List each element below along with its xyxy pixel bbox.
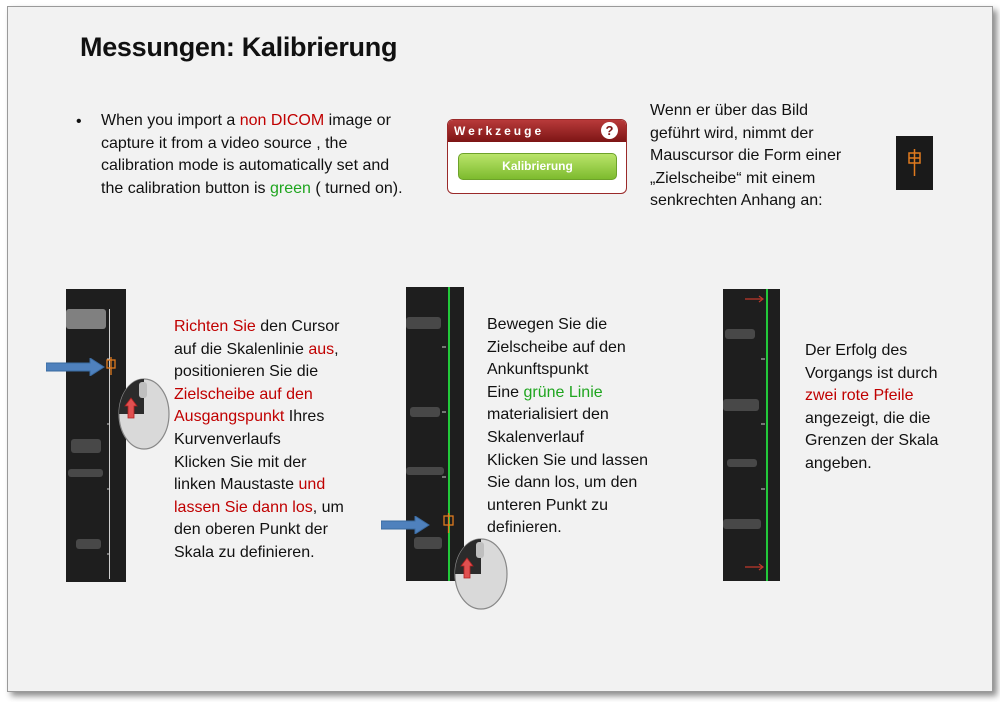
step2-text: Bewegen Sie die Zielscheibe auf den Ankunftspunkt Eine grüne Linie materialisiert den Skalenverlauf Klicken Sie und lassen Sie dann los, um den unteren Punkt zu definieren. (487, 316, 648, 537)
toolbox-header (448, 120, 626, 142)
page-title: Messungen: Kalibrierung (80, 32, 398, 62)
mouse-icon (453, 536, 509, 612)
step1-text: Richten Sie den Cursor auf die Skalenlinie aus, positionieren Sie die Zielscheibe auf den Ausgangspunkt Ihres Kurvenverlaufs Klicken Sie mit der linken Maustaste und lassen Sie dann los, um den oberen Punkt der Skala zu definieren. (174, 318, 344, 561)
cursor-description: Wenn er über das Bild geführt wird, nimmt der Mauscursor die Form einer „Zielscheibe“ mit einem senkrechten Anhang an: (650, 102, 842, 210)
toolbox-panel (447, 119, 627, 194)
mouse-icon (117, 376, 171, 452)
blue-arrow-icon (381, 516, 431, 534)
crosshair-cursor-preview (896, 136, 933, 190)
intro-text: When you import a non DICOM image or capture it from a video source , the calibration mode is automatically set and the calibration button is green ( turned on). (101, 112, 403, 197)
blue-arrow-icon (46, 358, 106, 376)
toolbox-title: Werkzeuge (454, 124, 545, 138)
step3-text: Der Erfolg des Vorgangs ist durch zwei rote Pfeile angezeigt, die die Grenzen der Skala angeben. (805, 342, 939, 472)
help-icon[interactable]: ? (601, 122, 618, 139)
calibration-button[interactable]: Kalibrierung (458, 153, 617, 180)
ultrasound-strip-3 (723, 289, 780, 581)
bullet-icon: • (76, 113, 82, 130)
crosshair-cursor-icon (896, 136, 933, 190)
